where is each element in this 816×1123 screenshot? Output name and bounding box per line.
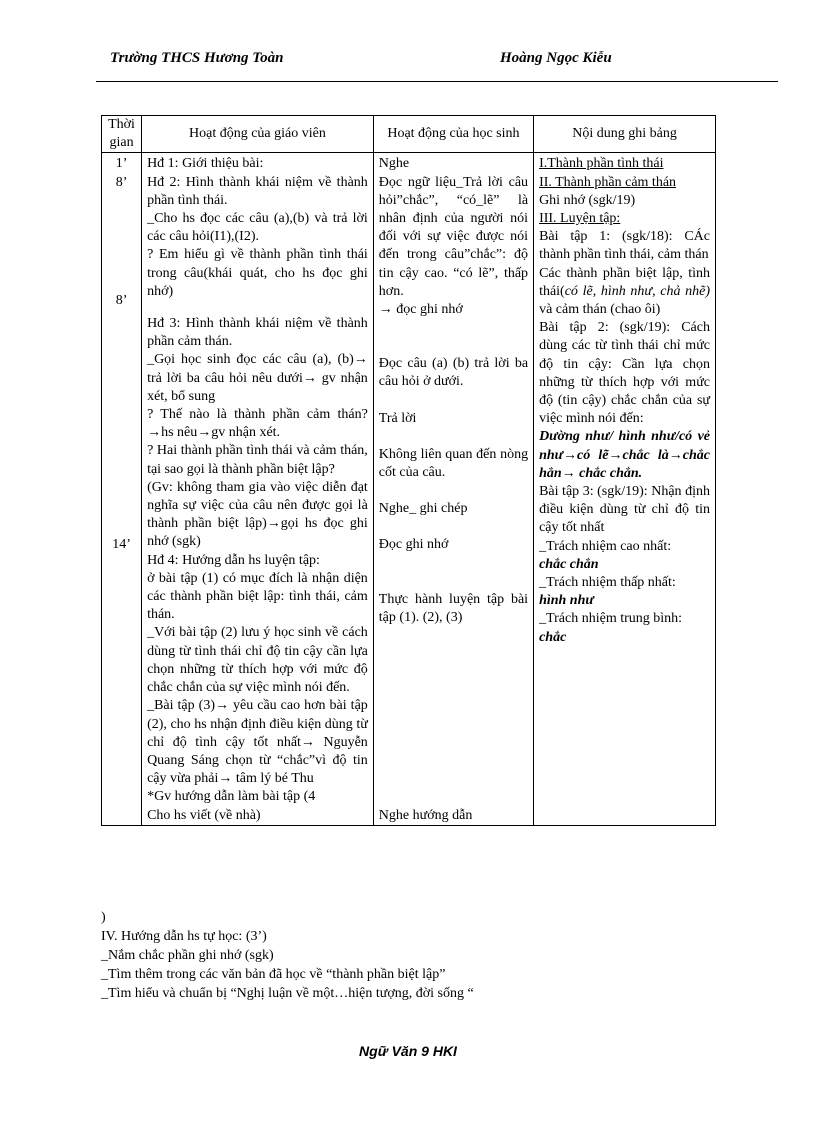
student-item: Nghe hướng dẫn [378, 808, 473, 824]
student-item: Đọc ngữ liệu_Trả lời câu hỏi”chắc”, “có_lẽ” là nhân định của người nói đối với sự việc được nói đến trong câu”chắc”: độ tin cậy cao. “có lẽ”, thấp hơn. [378, 174, 529, 299]
student-item: Trả lời [378, 410, 417, 426]
board-ex3-mid-label: _Trách nhiệm trung bình: [539, 611, 683, 627]
teacher-item: _Bài tập (3)→ yêu cầu cao hơn bài tập (2), cho hs nhận định điều kiện dùng từ chỉ độ tình cậy tốt nhất→ Nguyễn Quang Sáng chọn từ “chắc”vì độ tin cậy vừa phải→ tâm lý bé Thu [147, 698, 368, 787]
homework-section [101, 908, 721, 1003]
student-item: Đọc câu (a) (b) trả lời ba câu hỏi ở dưới. [378, 356, 529, 390]
board-ex3-high-label: _Trách nhiệm cao nhất: [539, 538, 672, 554]
header-divider [96, 81, 778, 82]
student-item: Không liên quan đến nòng cốt của câu. [378, 446, 529, 481]
student-item: Nghe [378, 156, 410, 172]
header-teacher: Hoạt động của giáo viên [142, 116, 374, 153]
table-header-row [102, 116, 716, 153]
list-item: _Nắm chắc phần ghi nhớ (sgk) [101, 948, 274, 963]
board-exercise-1-detail [539, 265, 710, 320]
student-item: Nghe_ ghi chép [378, 501, 468, 517]
teacher-item: ? Thế nào là thành phần cảm thán? →hs nêu→gv nhận xét. [147, 407, 368, 441]
teacher-activity [142, 153, 374, 826]
board-exercise-3: Bài tập 3: (sgk/19): Nhận định điều kiện dùng từ chỉ độ tin cậy tốt nhất [539, 484, 710, 536]
lesson-table [101, 115, 716, 826]
teacher-item: Cho hs viết (về nhà) [147, 807, 261, 823]
school-name: Trường THCS Hương Toàn [110, 50, 284, 66]
list-item: _Tìm thêm trong các văn bản đã học về “thành phần biệt lập” [101, 967, 446, 982]
teacher-item: _Với bài tập (2) lưu ý học sinh về cách dùng từ tình thái chỉ độ tin cậy cần lựa chọn những từ thích hợp với mức độ chắc chắn của sự việc mình nói đến. [147, 625, 368, 696]
board-ex3-low: hình như [539, 593, 594, 609]
time-column [102, 153, 142, 826]
time-3: 8’ [115, 292, 128, 308]
header-student: Hoạt động của học sinh [373, 116, 533, 153]
section-title: IV. Hướng dẫn hs tự học: (3’) [101, 929, 267, 944]
student-item: Thực hành luyện tập bài tập (1). (2), (3) [378, 591, 529, 625]
teacher-item: _Gọi học sinh đọc các câu (a), (b)→ trả lời ba câu hỏi nêu dưới→ gv nhận xét, bổ sung [147, 352, 368, 404]
board-exercise-2-answer: Dường như/ hình như/có vẻ như→có lẽ→chắc là→chắc hẳn→ chắc chắn. [539, 429, 710, 481]
teacher-item: ở bài tập (1) có mục đích là nhận diện các thành phần biệt lập: tình thái, cảm thán. [147, 570, 368, 623]
board-exercise-2: Bài tập 2: (sgk/19): Cách dùng các từ tình thái chỉ mức độ tin cậy: Cần lựa chọn những từ thích hợp với mức độ (tin cậy) chắc chắn của sự việc mình nói đến: [539, 320, 710, 427]
text: Các thành phần biệt lập, tình thái( [539, 265, 710, 299]
teacher-item: Hđ 2: Hình thành khái niệm về thành phần tình thái. [147, 174, 368, 208]
board-content [534, 153, 716, 826]
teacher-item: ? Hai thành phần tình thái và cảm thán, tại sao gọi là thành phần biệt lập? [147, 443, 368, 477]
board-ex3-mid: chắc [539, 629, 567, 645]
header-board: Nội dung ghi bảng [534, 116, 716, 153]
time-2: 8’ [115, 174, 128, 190]
list-item: _Tìm hiểu và chuẩn bị “Nghị luận về một…hiện tượng, đời sống “ [101, 986, 474, 1001]
time-4: 14’ [112, 537, 131, 553]
text: và cảm thán (chao ôi) [539, 302, 661, 318]
board-heading-2: II. Thành phần cảm thán [539, 174, 677, 190]
teacher-item: _Cho hs đọc các câu (a),(b) và trả lời các câu hỏi(I1),(I2). [147, 211, 368, 245]
board-ex3-high: chắc chắn [539, 556, 599, 572]
student-item: Đọc ghi nhớ [378, 537, 449, 553]
teacher-item: (Gv: không tham gia vào việc diễn đạt nghĩa sự việc của câu nên được gọi là thành phần biệt lập)→gọi hs đọc ghi nhớ (sgk) [147, 479, 368, 550]
board-exercise-1: Bài tập 1: (sgk/18): CÁc thành phần tình thái, cảm thán [539, 229, 710, 263]
teacher-item: *Gv hướng dẫn làm bài tập (4 [147, 789, 316, 805]
teacher-item: Hđ 4: Hướng dẫn hs luyện tập: [147, 552, 320, 568]
board-ex3-low-label: _Trách nhiệm thấp nhất: [539, 575, 676, 591]
board-note: Ghi nhớ (sgk/19) [539, 192, 636, 208]
student-activity [373, 153, 533, 826]
student-item: → đọc ghi nhớ [378, 302, 463, 318]
table-row [102, 153, 716, 826]
board-heading-1: I.Thành phần tình thái [539, 156, 664, 172]
page-footer: Ngữ Văn 9 HKI [359, 1043, 457, 1059]
teacher-item: Hđ 3: Hình thành khái niệm về thành phần cảm thán. [147, 316, 368, 350]
italic-examples: có lẽ, hình như, chả nhẽ) [564, 283, 710, 299]
teacher-item: Hđ 1: Giới thiệu bài: [147, 156, 264, 172]
closing-paren: ) [101, 910, 106, 925]
board-heading-3: III. Luyện tập: [539, 211, 621, 227]
teacher-item: ? Em hiểu gì về thành phần tình thái trong câu(khái quát, cho hs đọc ghi nhớ) [147, 247, 368, 299]
author-name: Hoàng Ngọc Kiễu [500, 50, 612, 66]
time-1: 1’ [115, 156, 128, 172]
header-time: Thời gian [102, 116, 142, 153]
